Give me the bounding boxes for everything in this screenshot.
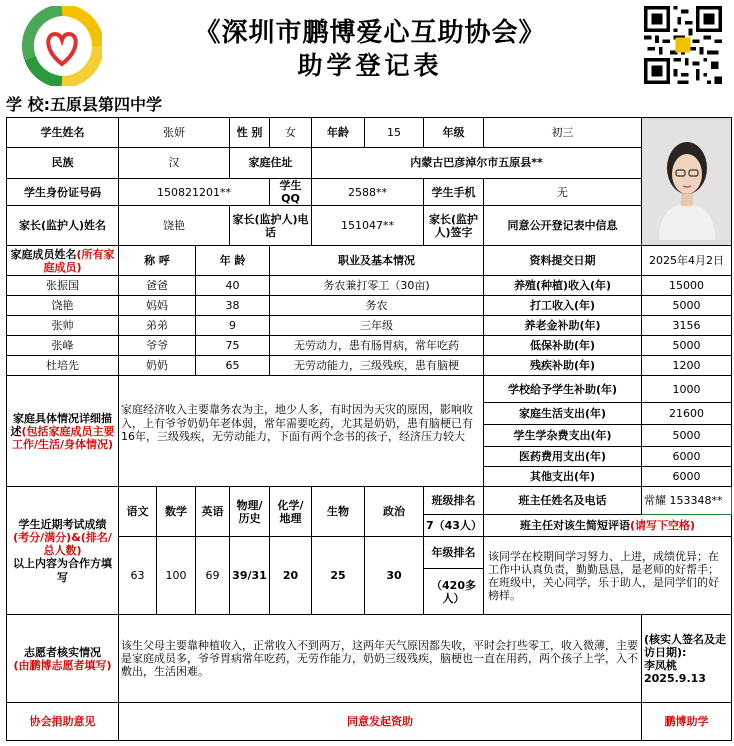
student-name: 张妍 [119,118,230,148]
income-value: 5000 [642,336,732,356]
volunteer-label-note: (由鹏博志愿者填写) [13,658,112,672]
member-age: 40 [196,276,270,296]
score-value: 100 [157,537,196,615]
subject-header: 英语 [196,487,230,537]
score-value: 30 [365,537,424,615]
grade-label: 年级 [424,118,484,148]
gender-label: 性 别 [230,118,270,148]
verify-date: 2025.9.13 [644,672,706,686]
consent-note: 同意公开登记表中信息 [484,206,642,246]
guardian-name-label: 家长(监护人)姓名 [7,206,119,246]
ethnicity-label: 民族 [7,148,119,179]
address-label: 家庭住址 [230,148,312,179]
member-name: 张帅 [7,316,119,336]
registration-table [6,117,732,741]
income-value: 1200 [642,356,732,376]
id-number-value: 150821201** [119,179,270,206]
subject-header: 语文 [119,487,157,537]
score-value: 69 [196,537,230,615]
income-label: 养殖(种植)收入(年) [484,276,642,296]
verifier-label: (核实人签名及走访日期): [644,632,727,659]
volunteer-label-main: 志愿者核实情况 [24,645,101,659]
situation-label-main: 家庭具体情况详细描述 [10,411,112,438]
student-phone-label: 学生手机 [424,179,484,206]
verifier-block [642,615,732,703]
member-age: 65 [196,356,270,376]
grade-value: 初三 [484,118,642,148]
class-rank-label: 班级排名 [424,487,484,515]
form-header [0,0,734,92]
teacher-label: 班主任姓名及电话 [484,487,642,515]
gender-value: 女 [270,118,312,148]
score-value: 39/31 [230,537,270,615]
member-age: 75 [196,336,270,356]
income-value: 5000 [642,296,732,316]
member-relation: 妈妈 [119,296,196,316]
member-relation: 奶奶 [119,356,196,376]
subject-header: 物理/历史 [230,487,270,537]
score-value: 25 [312,537,365,615]
expense-value: 1000 [642,376,732,403]
form-title: 《深圳市鹏博爱心互助协会》 [194,18,546,48]
subject-header: 数学 [157,487,196,537]
school-label: 学 校: [6,95,50,114]
income-value: 3156 [642,316,732,336]
teacher-value: 常耀 153348** [642,487,732,515]
situation-text: 家庭经济收入主要靠务农为主，地少人多，有时因为天灾的原因，影响收入，上有爷爷奶奶年老体弱，常年需要吃药，尤其是奶奶，患有脑梗已有16年，三级残疾，无劳动能力，下面有两个念书的孩子，经济压力较大 [119,376,484,487]
student-photo-image [643,120,731,240]
expense-value: 6000 [642,447,732,467]
member-job: 务农兼打零工（30亩) [270,276,484,296]
school-line [6,92,162,115]
org-signature: 鹏博助学 [642,703,732,741]
subject-header: 化学/地理 [270,487,312,537]
member-relation: 爷爷 [119,336,196,356]
family-name-header-note: (所有家庭成员) [43,247,115,274]
member-name: 张振国 [7,276,119,296]
expense-value: 21600 [642,403,732,425]
teacher-comment: 该同学在校期间学习努力、上进，成绩优异；在工作中认真负责，勤勤恳恳，是老师的好帮手；在班级中，关心同学，乐于助人，是同学们的好榜样。 [484,537,732,615]
expense-label: 医药费用支出(年) [484,447,642,467]
donation-decision: 同意发起资助 [119,703,642,741]
situation-label-note: (包括家庭成员主要工作/生活/身体情况) [11,424,115,451]
income-label: 低保补助(年) [484,336,642,356]
qr-code-icon [641,6,725,84]
score-value: 20 [270,537,312,615]
subject-header: 政治 [365,487,424,537]
address-value: 内蒙古巴彦淖尔市五原县** [312,148,642,179]
family-member-row [7,276,732,296]
volunteer-text: 该生父母主要靠种植收入，正常收入不到两万，这两年天气原因都失收，平时会打些零工，收入微薄，主要是家庭成员多，爷爷胃病常年吃药，无劳作能力，奶奶三级残疾，脑梗也一直在用药，两个孩子上学，入不敷出，生活困难。 [119,615,642,703]
age-header: 年 龄 [196,246,270,276]
member-age: 38 [196,296,270,316]
member-job: 三年级 [270,316,484,336]
guardian-sign-label: 家长(监护人)签字 [424,206,484,246]
expense-label: 其他支出(年) [484,467,642,487]
expense-value: 6000 [642,467,732,487]
id-number-label: 学生身份证号码 [7,179,119,206]
member-name: 张峰 [7,336,119,356]
grade-rank-value: （420多人） [424,569,484,615]
student-name-label: 学生姓名 [7,118,119,148]
exam-label-note: (考分/满分)&(排名/总人数) [13,531,112,558]
teacher-comment-label-main: 班主任对该生简短评语 [519,519,630,533]
exam-label [7,487,119,615]
qq-label: 学生QQ [270,179,312,206]
job-header: 职业及基本情况 [270,246,484,276]
guardian-phone-value: 151047** [312,206,424,246]
member-relation: 爸爸 [119,276,196,296]
guardian-name-value: 饶艳 [119,206,230,246]
expense-label: 家庭生活支出(年) [484,403,642,425]
student-photo [642,118,732,246]
age-label: 年龄 [312,118,365,148]
family-member-row [7,336,732,356]
verifier-name: 李凤桃 [644,658,677,672]
member-job: 务农 [270,296,484,316]
member-age: 9 [196,316,270,336]
guardian-phone-label: 家长(监护人)电话 [230,206,312,246]
member-job: 无劳动力，患有肠胃病，常年吃药 [270,336,484,356]
association-logo [22,6,102,86]
student-phone-value: 无 [484,179,642,206]
relation-header: 称 呼 [119,246,196,276]
member-relation: 弟弟 [119,316,196,336]
family-member-row [7,296,732,316]
member-name: 饶艳 [7,296,119,316]
age-value: 15 [365,118,424,148]
class-rank-value: 7（43人） [424,515,484,537]
subject-header: 生物 [312,487,365,537]
income-value: 15000 [642,276,732,296]
form-subtitle: 助学登记表 [297,51,443,80]
income-label: 养老金补助(年) [484,316,642,336]
qq-value: 2588** [312,179,424,206]
school-name: 五原县第四中学 [49,95,162,114]
ethnicity-value: 汉 [119,148,230,179]
income-label: 残疾补助(年) [484,356,642,376]
exam-label-filler: 以上内容为合作方填写 [13,557,112,584]
submit-date-value: 2025年4月2日 [642,246,732,276]
grade-rank-label: 年级排名 [424,537,484,569]
teacher-comment-label [484,515,732,537]
income-label: 打工收入(年) [484,296,642,316]
volunteer-label [7,615,119,703]
family-member-row [7,356,732,376]
score-value: 63 [119,537,157,615]
teacher-comment-label-note: (请写下空格) [629,519,696,533]
member-job: 无劳动能力，三级残疾，患有脑梗 [270,356,484,376]
situation-label [7,376,119,487]
member-name: 杜培先 [7,356,119,376]
expense-label: 学校给予学生补助(年) [484,376,642,403]
family-name-header-main: 家庭成员姓名 [10,247,77,261]
family-name-header [7,246,119,276]
donation-opinion-label: 协会捐助意见 [7,703,119,741]
expense-label: 学生学杂费支出(年) [484,425,642,447]
exam-label-main: 学生近期考试成绩 [18,517,107,531]
expense-value: 5000 [642,425,732,447]
family-member-row [7,316,732,336]
submit-date-label: 资料提交日期 [484,246,642,276]
